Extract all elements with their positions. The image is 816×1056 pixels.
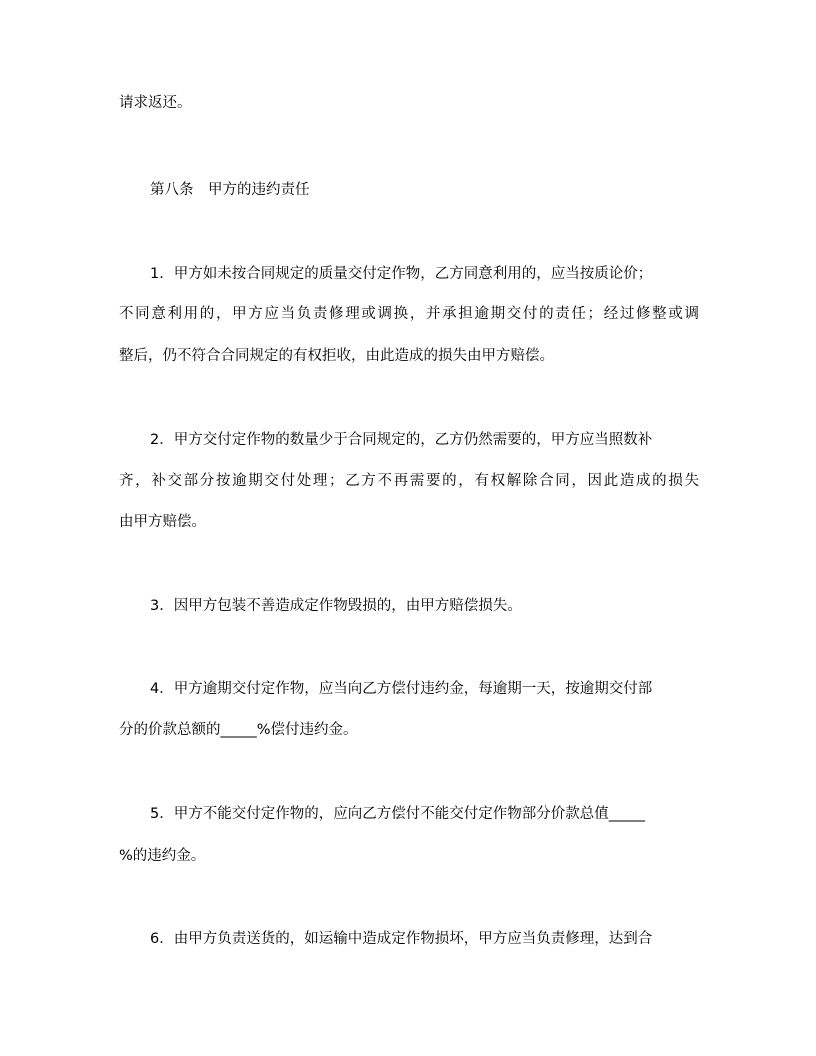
clause-1-line-3: 整后，仍不符合合同规定的有权拒收，由此造成的损失由甲方赔偿。 [119, 348, 554, 364]
clause-2-line-3: 由甲方赔偿。 [119, 514, 206, 530]
clause-6-line-1: 6．由甲方负责送货的，如运输中造成定作物损坏，甲方应当负责修理，达到合 [150, 931, 653, 947]
clause-3-line-1: 3．因甲方包装不善造成定作物毁损的，由甲方赔偿损失。 [150, 598, 522, 614]
clause-4-line-1: 4．甲方逾期交付定作物，应当向乙方偿付违约金，每逾期一天，按逾期交付部 [150, 681, 653, 697]
paragraph-continuation: 请求返还。 [119, 95, 192, 111]
clause-2-line-2: 齐，补交部分按逾期交付处理；乙方不再需要的，有权解除合同，因此造成的损失 [119, 473, 699, 489]
clause-5-line-1: 5．甲方不能交付定作物的，应向乙方偿付不能交付定作物部分价款总值_____ [150, 806, 645, 822]
clause-1-line-1: 1．甲方如未按合同规定的质量交付定作物，乙方同意利用的，应当按质论价； [150, 266, 653, 282]
clause-5-line-2: %的违约金。 [119, 848, 206, 864]
article-heading: 第八条 甲方的违约责任 [150, 182, 310, 198]
clause-4-line-2: 分的价款总额的_____%偿付违约金。 [119, 722, 358, 738]
clause-2-line-1: 2．甲方交付定作物的数量少于合同规定的，乙方仍然需要的，甲方应当照数补 [150, 432, 653, 448]
clause-1-line-2: 不同意利用的，甲方应当负责修理或调换，并承担逾期交付的责任；经过修整或调 [119, 306, 699, 322]
